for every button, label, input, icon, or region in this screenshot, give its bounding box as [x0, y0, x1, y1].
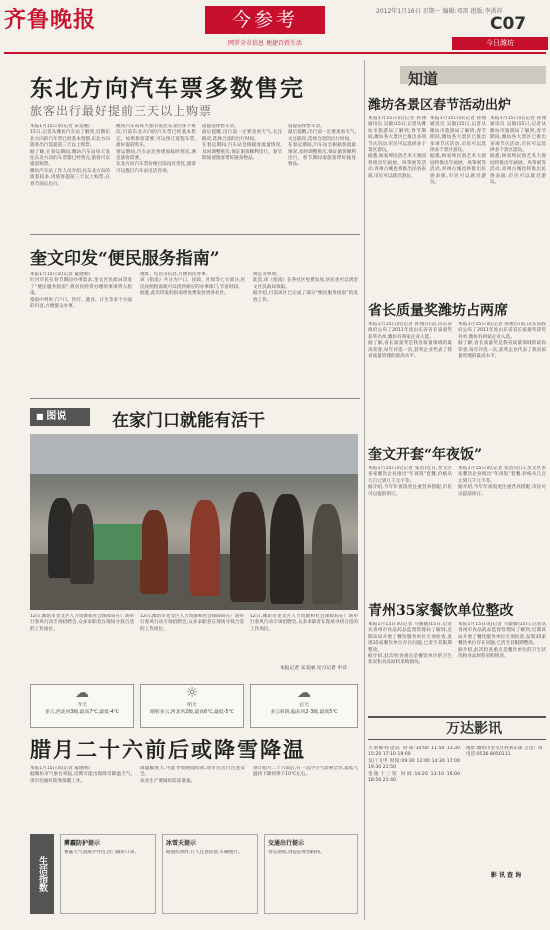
weather-label: 明天 — [187, 703, 197, 708]
weather-desc: 多云,西北风3级,最高7℃,最低-4℃ — [44, 710, 120, 715]
camera-icon: ■ — [36, 412, 47, 421]
header-rule — [4, 52, 546, 54]
movie-schedule: 大黄蜂特攻队 时间:10:00 11:50 13:30 15:20 17:10 19:00 龙门飞甲 时间:09:30 12:00 14:30 17:00 19:30 21:50 金陵十三钗 时间:10:20 13:10 16:00 18:50 21:40 — [368, 746, 460, 784]
tip-title: 冰雪天提示 — [166, 840, 197, 847]
weather-desc: 晴转多云,西北风2级,最高6℃,最低-5℃ — [150, 710, 234, 715]
tip-title: 交通出行提示 — [268, 840, 305, 847]
story2-title: 奎文印发“便民服务指南” — [30, 249, 220, 269]
news2-col-1: 本报1月15日讯(记者 孙翔)日前,山东省政府公布了2011年度山东省省长质量奖获奖名单,潍坊有两家企业入选。 据了解,省长质量奖是我省质量领域的最高荣誉,每年评选一次,获奖企业代表了我省质量管理的最高水平。 — [368, 322, 452, 360]
news3-title: 奎文开套“年夜饭” — [368, 447, 483, 463]
tip-card — [162, 834, 258, 914]
story1-column-3: 站提前预售车票。 最后提醒,出行前一定要查看天气,关注路况,选择合适的出行时间。 在春运期间,汽车站会根据客流量情况,及时调整班次,保证旅客顺利出行。春节期间请旅客带好随身物品。 — [202, 124, 282, 162]
story1-column-2: 潍坊汽车站每天都有发往东北的多个班次,目前东北方向的汽车票已经基本售完。如果旅客需要,可以预订返程车票,最好提前购买。 春运期间,汽车站还将增加临时班次,满足旅客需要。 东北方向汽车票价格目前没有变化,旅客可以拨打汽车站电话咨询。 — [116, 124, 196, 174]
story2-column-2: 地址、电话等信息,方便居民办事。 该《指南》共分为户口、民政、社保等七大部分,居民按照指南就可以找到相应的办事部门,节省时间。 据悉,此次印发的指南将免费发放到各社区。 — [140, 272, 245, 297]
story3-column-3: 预计腊月二十六前后,有一次冷空气影响全市,最低气温将下降到零下10℃左右。 — [253, 766, 358, 778]
tip-card — [60, 834, 156, 914]
movie-title: 万达影讯 — [446, 721, 502, 737]
weather-tomorrow — [140, 684, 244, 728]
story1-column-4: 站提前预售车票。 最后提醒,出行前一定要查看天气,关注路况,选择合适的出行时间。 在春运期间,汽车站会根据客流量情况,及时调整班次,保证旅客顺利出行。春节期间请旅客带好随身物品。 — [288, 124, 356, 168]
news3-col-1: 本报1月15日讯(记者 张浩)近日,奎文区多家餐饮企业推出“年夜饭”套餐,价格从几百元到几千元不等。 据介绍,今年年夜饭更注重营养搭配,市民可以提前预订。 — [368, 466, 452, 497]
story2-column-3: 规定等事项。 此次,该《指南》在各社区免费发放,居民也可以到奎文区民政局领取。 据介绍,目前该区已完成了部分“便民服务指南”的发放工作。 — [253, 272, 358, 303]
divider — [30, 398, 360, 399]
news4-title: 青州35家餐饮单位整改 — [368, 603, 514, 619]
photo-caption-3: 12日,潍坊市奎文区人力资源和社会保障局在广场举行春风行动专场招聘会,众多求职者在现场寻找合适的工作岗位。 — [250, 614, 358, 632]
news2-col-2: 本报1月15日讯(记者 孙翔)日前,山东省政府公布了2011年度山东省省长质量奖获奖名单,潍坊有两家企业入选。 据了解,省长质量奖是我省质量领域的最高荣誉,每年评选一次,获奖企业代表了我省质量管理的最高水平。 — [458, 322, 546, 360]
story1-subtitle: 旅客出行最好提前三天以上购票 — [30, 104, 213, 118]
issue-date: 2012年1月16日 星期一 编辑:邓雷 组版:李洪祥 — [376, 8, 503, 15]
story2-column-1: 本报1月15日讯(记者 董建刚) 针对市民在春节期间办事需求,奎文区民政局印发了“便民服务指南”,将居民经常办理的事项列入指南。 指南中列举了户口、医疗、就业、计生等多个方面的内容,方便群众办事。 — [30, 272, 132, 310]
photo-credit: 本报记者 宋美丽 见习记者 申诗 — [280, 666, 347, 671]
tips-badge: 生活指数 — [30, 834, 54, 914]
news1-col-2: 本报1月15日讯(记者 孙翔 通讯员 吴敏)15日,记者从潍坊市旅游局了解到,春节期间,潍坊各大景区已推出多项节庆活动,市民可以选择多个景区游玩。 据悉,杨家埠民俗艺术大观园将推出年画展、风筝展等活动,青州古城也将推出民俗表演,市民可以就近游玩。 — [430, 116, 486, 186]
cloud-icon: ☁ — [75, 685, 89, 701]
page-number: C07 — [490, 14, 527, 34]
tip-desc: 雾霾天气请减少外出,出门戴好口罩。 — [64, 850, 139, 855]
sun-icon: ☼ — [185, 685, 199, 701]
tip-card — [264, 834, 358, 914]
photo-label: ■ 图说 — [30, 408, 90, 426]
tip-desc: 路面结冰时,行人注意防滑,车辆慢行。 — [166, 850, 243, 855]
column-divider — [364, 60, 365, 920]
photo-caption-1: 12日,潍坊市奎文区人力资源和社会保障局在广场举行春风行动专场招聘会,众多求职者在现场寻找合适的工作岗位。 — [30, 614, 134, 632]
news3-col-2: 本报1月15日讯(记者 张浩)近日,奎文区多家餐饮企业推出“年夜饭”套餐,价格从几百元到几千元不等。 据介绍,今年年夜饭更注重营养搭配,市民可以提前预订。 — [458, 466, 546, 497]
zhidao-label: 知道 — [408, 70, 439, 88]
story1-column-1: 本报1月15日讯(记者 宋美丽) 15日,记者从潍坊汽车站了解到,近期东北方向的汽车票已经基本售罄,东北方向旅客出行需提前三天以上购票。 据了解,在春运期间,潍坊汽车站每天发往东北方向的车票都已经售完,旅客可以提前购票。 潍坊汽车站工作人员介绍,往东北方向的旅客较多,请旅客提前三天以上购票,在春节前后出行。 — [30, 124, 110, 187]
news2-title: 省长质量奖潍坊占两席 — [368, 303, 508, 319]
section-tag: 今日潍坊 — [452, 37, 548, 50]
news1-col-3: 本报1月15日讯(记者 孙翔 通讯员 吴敏)15日,记者从潍坊市旅游局了解到,春节期间,潍坊各大景区已推出多项节庆活动,市民可以选择多个景区游玩。 据悉,杨家埠民俗艺术大观园将推出年画展、风筝展等活动,青州古城也将推出民俗表演,市民可以就近游玩。 — [490, 116, 546, 186]
story3-column-1: 本报1月15日讯(记者 董建刚) 据潍坊市气象台预报,近期可能出现降雪降温天气,请市民做好防寒保暖工作。 — [30, 766, 132, 784]
photo-story-title: 在家门口就能有活干 — [112, 411, 265, 431]
section-title: 今参考 — [205, 6, 325, 34]
news1-col-1: 本报1月15日讯(记者 孙翔 通讯员 吴敏)15日,记者从潍坊市旅游局了解到,春节期间,潍坊各大景区已推出多项节庆活动,市民可以选择多个景区游玩。 据悉,杨家埠民俗艺术大观园将推出年画展、风筝展等活动,青州古城也将推出民俗表演,市民可以就近游玩。 — [368, 116, 426, 179]
news4-col-2: 本报1月15日讯(记者 马媛媛)15日,记者从青州市食品药品监督管理局了解到,近期该局开展了餐饮服务单位专项检查,发现35家餐饮单位存在问题,已责令其限期整改。 据介绍,此次检查重点是餐饮单位的卫生状况和食品原料采购情况。 — [458, 622, 546, 660]
movie-info: 地址:潍坊市奎文区胜利东街 万达广场 电话:0536-8050111 — [466, 746, 543, 758]
story1-title: 东北方向汽车票多数售完 — [30, 75, 305, 102]
movie-footer: 影 讯 查 询 — [490, 872, 522, 879]
news1-title: 潍坊各景区春节活动出炉 — [368, 98, 512, 113]
news4-col-1: 本报1月15日讯(记者 马媛媛)15日,记者从青州市食品药品监督管理局了解到,近期该局开展了餐饮服务单位专项检查,发现35家餐饮单位存在问题,已责令其限期整改。 据介绍,此次检查重点是餐饮单位的卫生状况和食品原料采购情况。 — [368, 622, 452, 666]
newspaper-logo: 齐鲁晚报 — [4, 7, 97, 33]
divider — [30, 234, 360, 235]
story3-column-2: 降温幅度大,可能导致路面结冰,请市民出行注意安全。 农业生产要做好防冻准备。 — [140, 766, 245, 784]
section-slogan: 网罗全市信息 便捷百姓生活 — [228, 40, 302, 47]
news-photo — [30, 434, 358, 610]
weather-label: 后天 — [299, 703, 309, 708]
weather-day-after — [250, 684, 358, 728]
weather-desc: 多云转阴,偏东风2-3级,最高5℃ — [270, 710, 338, 715]
weather-label: 今天 — [77, 703, 87, 708]
tip-title: 雾霾防护提示 — [64, 840, 101, 847]
tip-desc: 春运期间,请提前规划路线。 — [268, 850, 325, 855]
photo-caption-2: 12日,潍坊市奎文区人力资源和社会保障局在广场举行春风行动专场招聘会,众多求职者在现场寻找合适的工作岗位。 — [140, 614, 244, 632]
weather-today — [30, 684, 134, 728]
cloud-icon: ☁ — [297, 685, 311, 701]
story3-title: 腊月二十六前后或降雪降温 — [30, 737, 306, 762]
